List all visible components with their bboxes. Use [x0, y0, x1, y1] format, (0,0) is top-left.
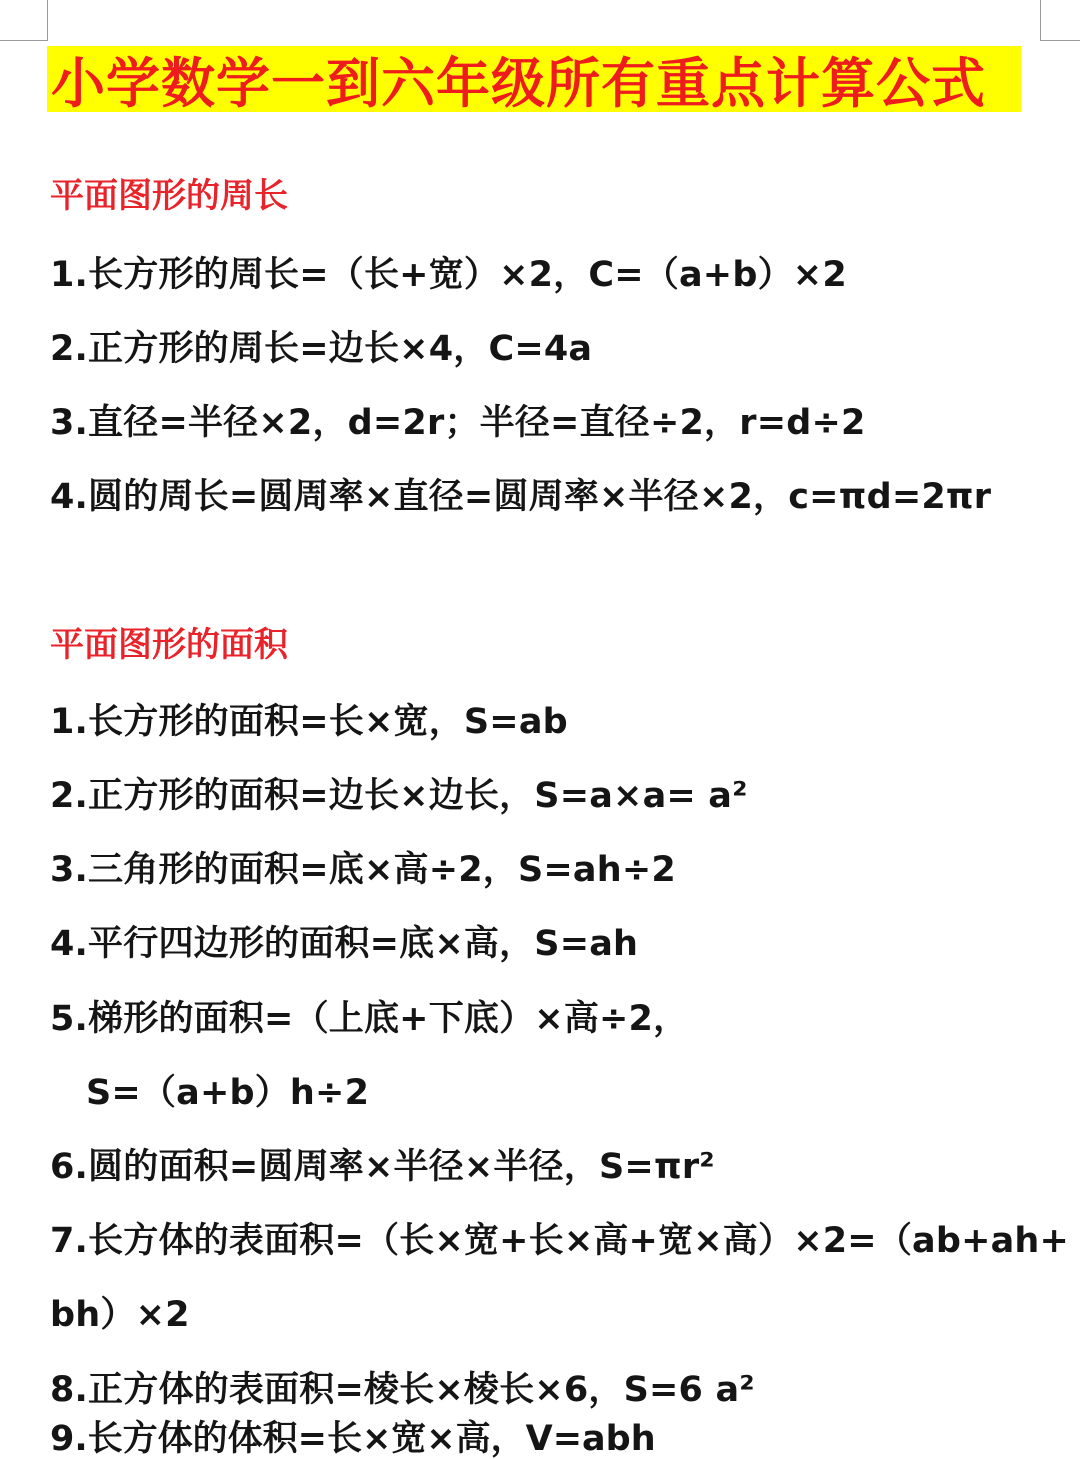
- crop-mark-top-right: [1040, 0, 1041, 40]
- formula-line-continued: S=（a+b）h÷2: [86, 1073, 370, 1113]
- formula-line: 6.圆的面积=圆周率×半径×半径，S=πr²: [50, 1147, 715, 1187]
- section-heading-perimeter: 平面图形的周长: [50, 176, 288, 216]
- formula-line: 4.平行四边形的面积=底×高，S=ah: [50, 924, 639, 964]
- formula-line: 7.长方体的表面积=（长×宽+长×高+宽×高）×2=（ab+ah+: [50, 1221, 1070, 1261]
- title-banner: [47, 46, 1021, 115]
- formula-line-continued: bh）×2: [50, 1295, 190, 1335]
- formula-line: 8.正方体的表面积=棱长×棱长×6，S=6 a²: [50, 1370, 755, 1410]
- formula-line: 1.长方形的周长=（长+宽）×2，C=（a+b）×2: [50, 255, 847, 295]
- formula-line: 1.长方形的面积=长×宽，S=ab: [50, 702, 568, 742]
- crop-mark-top-right: [1040, 40, 1080, 41]
- formula-line: 3.三角形的面积=底×高÷2，S=ah÷2: [50, 850, 676, 890]
- formula-line-cut-off: 9.长方体的体积=长×宽×高，V=abh: [50, 1419, 656, 1459]
- page-title: 小学数学一到六年级所有重点计算公式: [51, 51, 986, 115]
- formula-line: 2.正方形的周长=边长×4，C=4a: [50, 329, 593, 369]
- crop-mark-top-left: [0, 40, 48, 41]
- section-heading-area: 平面图形的面积: [50, 625, 288, 665]
- formula-line: 3.直径=半径×2，d=2r；半径=直径÷2，r=d÷2: [50, 403, 866, 443]
- formula-line: 2.正方形的面积=边长×边长，S=a×a= a²: [50, 776, 748, 816]
- formula-line: 5.梯形的面积=（上底+下底）×高÷2，: [50, 999, 689, 1039]
- crop-mark-top-left: [47, 0, 48, 40]
- formula-line: 4.圆的周长=圆周率×直径=圆周率×半径×2，c=πd=2πr: [50, 477, 992, 517]
